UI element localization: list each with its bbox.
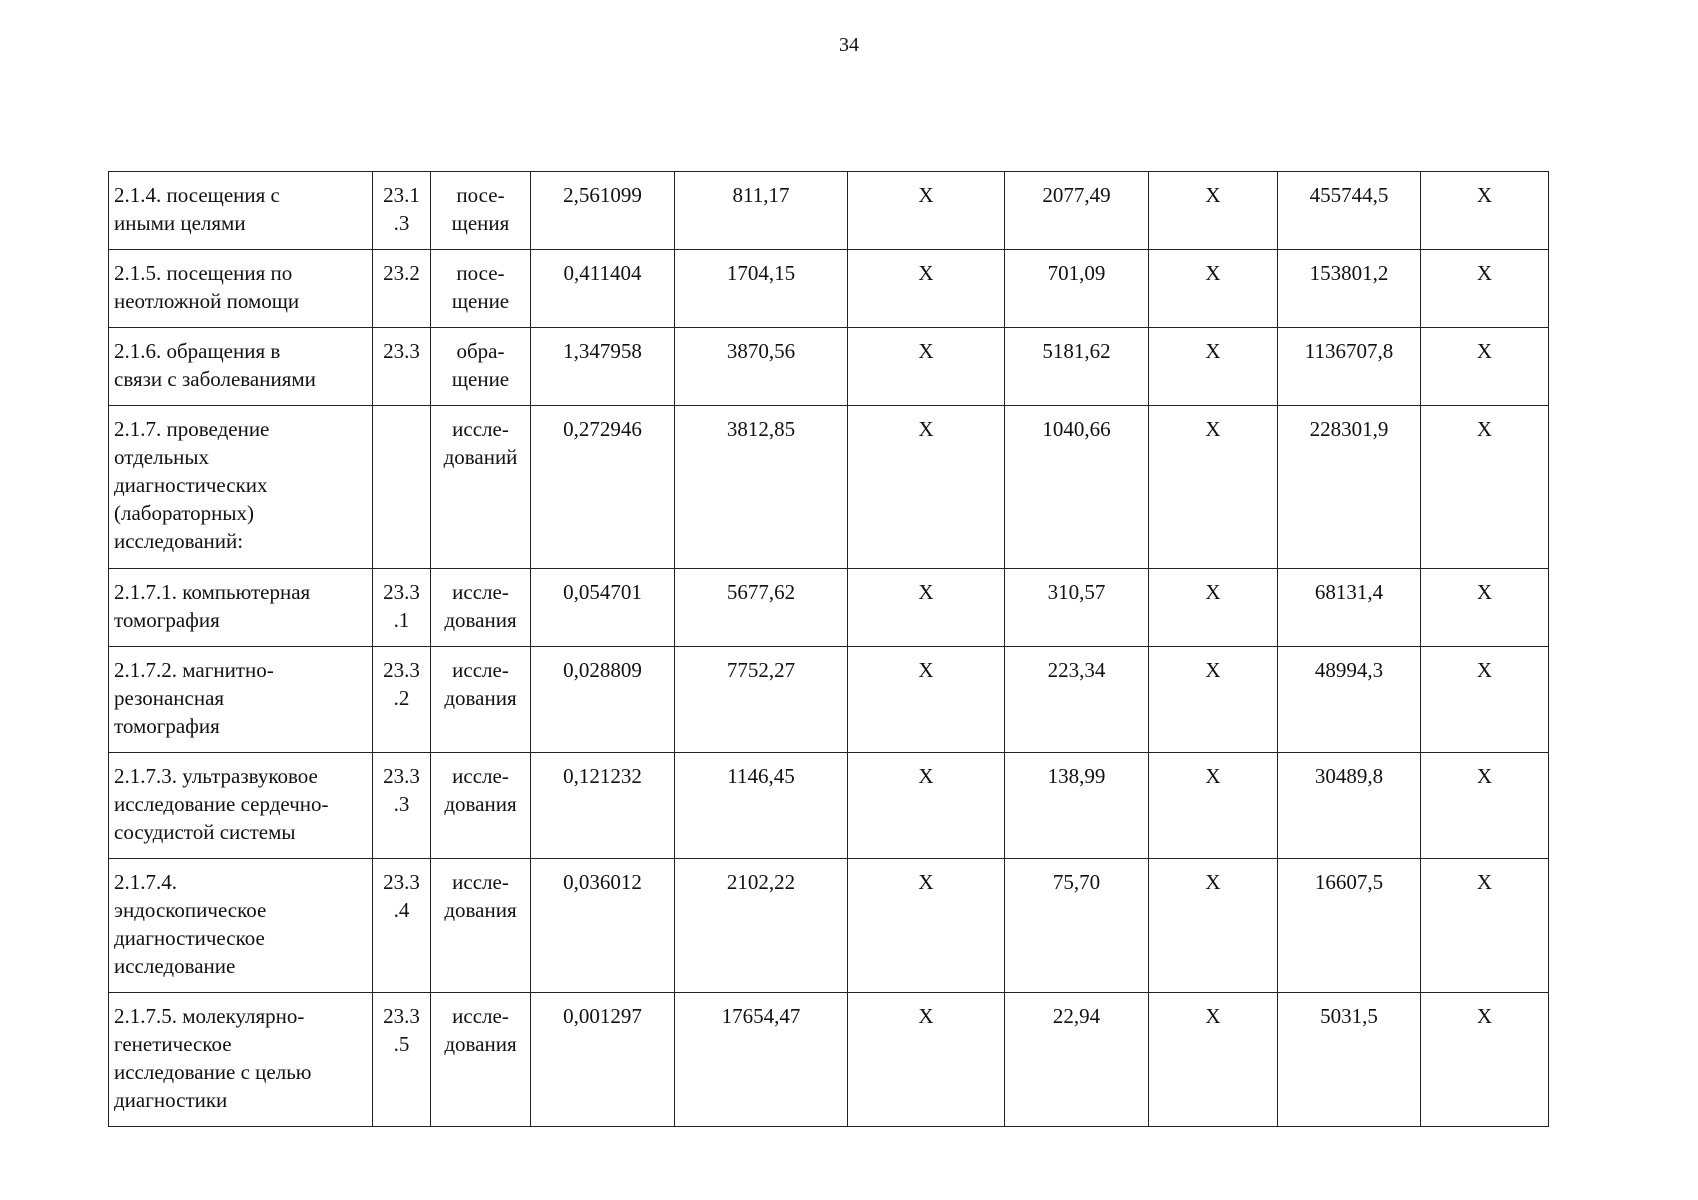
row-code-cell: [373, 250, 431, 328]
total-cost-cell: 16607,5: [1278, 859, 1421, 993]
x-mark-cell: X: [1149, 753, 1278, 859]
x-mark-cell: X: [1421, 250, 1549, 328]
row-code-cell-line: .5: [393, 1032, 410, 1056]
indicator-name-cell-line: иными целями: [114, 211, 246, 235]
total-cost-cell: 5031,5: [1278, 993, 1421, 1127]
row-code-cell-line: 23.3: [383, 580, 420, 604]
indicator-name-cell: [109, 172, 373, 250]
cost-norm-cell: 7752,27: [675, 647, 848, 753]
table-row: [109, 753, 1549, 859]
row-code-cell: [373, 647, 431, 753]
indicator-name-cell-line: исследование с целью: [114, 1060, 312, 1084]
x-mark-cell: X: [1421, 859, 1549, 993]
x-mark-cell: X: [1421, 172, 1549, 250]
row-code-cell-line: 23.2: [383, 261, 420, 285]
indicator-name-cell-line: исследований:: [114, 529, 244, 553]
unit-cell: [431, 406, 531, 569]
unit-cell: [431, 172, 531, 250]
unit-cell-line: дования: [444, 1032, 517, 1056]
per-capita-cell: 138,99: [1005, 753, 1149, 859]
per-capita-cell: 2077,49: [1005, 172, 1149, 250]
total-cost-cell: 1136707,8: [1278, 328, 1421, 406]
cost-norm-cell: 811,17: [675, 172, 848, 250]
indicator-name-cell-line: 2.1.4. посещения с: [114, 183, 280, 207]
cost-norm-cell: 3870,56: [675, 328, 848, 406]
unit-cell-line: иссле-: [452, 580, 509, 604]
row-code-cell-line: 23.1: [383, 183, 420, 207]
x-mark-cell: X: [848, 328, 1005, 406]
row-code-cell-line: .2: [393, 686, 410, 710]
row-code-cell: [373, 172, 431, 250]
row-code-cell: [373, 406, 431, 569]
volume-norm-cell: 0,272946: [531, 406, 675, 569]
indicator-name-cell-line: 2.1.7. проведение: [114, 417, 270, 441]
cost-norm-cell: 3812,85: [675, 406, 848, 569]
x-mark-cell: X: [848, 993, 1005, 1127]
volume-norm-cell: 0,001297: [531, 993, 675, 1127]
unit-cell-line: дования: [444, 898, 517, 922]
page-number: 34: [839, 34, 859, 56]
unit-cell: [431, 328, 531, 406]
indicator-name-cell-line: 2.1.7.1. компьютерная: [114, 580, 311, 604]
cost-norm-cell: 1146,45: [675, 753, 848, 859]
table-row: [109, 250, 1549, 328]
x-mark-cell: X: [1421, 993, 1549, 1127]
indicator-name-cell-line: отдельных: [114, 445, 210, 469]
indicator-name-cell-line: 2.1.7.2. магнитно-: [114, 658, 274, 682]
indicator-name-cell-line: генетическое: [114, 1032, 232, 1056]
table-body: [109, 172, 1549, 1127]
unit-cell-line: дований: [443, 445, 518, 469]
per-capita-cell: 22,94: [1005, 993, 1149, 1127]
indicator-name-cell: [109, 753, 373, 859]
unit-cell-line: обра-: [456, 339, 505, 363]
row-code-cell: [373, 993, 431, 1127]
volume-norm-cell: 0,028809: [531, 647, 675, 753]
table-row: [109, 647, 1549, 753]
per-capita-cell: 75,70: [1005, 859, 1149, 993]
volume-norm-cell: 1,347958: [531, 328, 675, 406]
x-mark-cell: X: [1149, 647, 1278, 753]
unit-cell-line: иссле-: [452, 764, 509, 788]
volume-norm-cell: 0,054701: [531, 569, 675, 647]
unit-cell: [431, 569, 531, 647]
per-capita-cell: 223,34: [1005, 647, 1149, 753]
table-row: [109, 993, 1549, 1127]
indicator-name-cell: [109, 406, 373, 569]
unit-cell-line: иссле-: [452, 658, 509, 682]
row-code-cell: [373, 328, 431, 406]
x-mark-cell: X: [1421, 328, 1549, 406]
volume-norm-cell: 0,411404: [531, 250, 675, 328]
unit-cell-line: иссле-: [452, 417, 509, 441]
indicator-name-cell-line: сосудистой системы: [114, 820, 296, 844]
data-table: [108, 171, 1549, 1127]
indicator-name-cell: [109, 250, 373, 328]
indicator-name-cell-line: 2.1.7.4.: [114, 870, 177, 894]
per-capita-cell: 5181,62: [1005, 328, 1149, 406]
indicator-name-cell-line: исследование: [114, 954, 236, 978]
x-mark-cell: X: [848, 647, 1005, 753]
volume-norm-cell: 0,121232: [531, 753, 675, 859]
indicator-name-cell: [109, 859, 373, 993]
indicator-name-cell-line: резонансная: [114, 686, 225, 710]
indicator-name-cell-line: 2.1.7.5. молекулярно-: [114, 1004, 305, 1028]
row-code-cell-line: 23.3: [383, 764, 420, 788]
unit-cell-line: щение: [451, 367, 510, 391]
row-code-cell-line: 23.3: [383, 339, 420, 363]
per-capita-cell: 701,09: [1005, 250, 1149, 328]
total-cost-cell: 228301,9: [1278, 406, 1421, 569]
x-mark-cell: X: [1421, 753, 1549, 859]
unit-cell-line: иссле-: [452, 1004, 509, 1028]
x-mark-cell: X: [1149, 859, 1278, 993]
unit-cell-line: дования: [444, 792, 517, 816]
cost-norm-cell: 1704,15: [675, 250, 848, 328]
indicator-name-cell: [109, 328, 373, 406]
x-mark-cell: X: [848, 406, 1005, 569]
x-mark-cell: X: [848, 250, 1005, 328]
x-mark-cell: X: [1421, 569, 1549, 647]
total-cost-cell: 153801,2: [1278, 250, 1421, 328]
indicator-name-cell: [109, 647, 373, 753]
table-row: [109, 172, 1549, 250]
row-code-cell: [373, 859, 431, 993]
x-mark-cell: X: [1149, 172, 1278, 250]
indicator-name-cell-line: связи с заболеваниями: [114, 367, 316, 391]
row-code-cell-line: .3: [393, 792, 410, 816]
total-cost-cell: 30489,8: [1278, 753, 1421, 859]
indicator-name-cell-line: эндоскопическое: [114, 898, 267, 922]
indicator-name-cell-line: диагностических: [114, 473, 268, 497]
row-code-cell-line: 23.3: [383, 870, 420, 894]
x-mark-cell: X: [848, 172, 1005, 250]
indicator-name-cell-line: неотложной помощи: [114, 289, 300, 313]
indicator-name-cell-line: 2.1.7.3. ультразвуковое: [114, 764, 318, 788]
x-mark-cell: X: [1149, 569, 1278, 647]
table-row: [109, 328, 1549, 406]
unit-cell-line: щение: [451, 289, 510, 313]
indicator-name-cell: [109, 993, 373, 1127]
unit-cell-line: иссле-: [452, 870, 509, 894]
indicator-name-cell-line: (лабораторных): [114, 501, 254, 525]
indicator-name-cell-line: томография: [114, 608, 220, 632]
row-code-cell-line: .3: [393, 211, 410, 235]
unit-cell: [431, 859, 531, 993]
volume-norm-cell: 0,036012: [531, 859, 675, 993]
row-code-cell-line: 23.3: [383, 1004, 420, 1028]
unit-cell-line: посе-: [456, 261, 505, 285]
row-code-cell-line: 23.3: [383, 658, 420, 682]
row-code-cell: [373, 569, 431, 647]
total-cost-cell: 68131,4: [1278, 569, 1421, 647]
x-mark-cell: X: [1421, 647, 1549, 753]
per-capita-cell: 1040,66: [1005, 406, 1149, 569]
total-cost-cell: 48994,3: [1278, 647, 1421, 753]
indicator-name-cell-line: диагностики: [114, 1088, 228, 1112]
x-mark-cell: X: [1149, 406, 1278, 569]
indicator-name-cell-line: 2.1.5. посещения по: [114, 261, 293, 285]
unit-cell: [431, 993, 531, 1127]
indicator-name-cell-line: исследование сердечно-: [114, 792, 329, 816]
unit-cell-line: щения: [451, 211, 510, 235]
cost-norm-cell: 17654,47: [675, 993, 848, 1127]
x-mark-cell: X: [848, 859, 1005, 993]
indicator-name-cell-line: томография: [114, 714, 220, 738]
volume-norm-cell: 2,561099: [531, 172, 675, 250]
indicator-name-cell-line: 2.1.6. обращения в: [114, 339, 281, 363]
x-mark-cell: X: [1149, 250, 1278, 328]
x-mark-cell: X: [848, 569, 1005, 647]
x-mark-cell: X: [1149, 328, 1278, 406]
unit-cell: [431, 647, 531, 753]
unit-cell-line: посе-: [456, 183, 505, 207]
unit-cell: [431, 753, 531, 859]
x-mark-cell: X: [848, 753, 1005, 859]
row-code-cell: [373, 753, 431, 859]
per-capita-cell: 310,57: [1005, 569, 1149, 647]
cost-norm-cell: 2102,22: [675, 859, 848, 993]
row-code-cell-line: .1: [393, 608, 410, 632]
cost-norm-cell: 5677,62: [675, 569, 848, 647]
indicator-name-cell-line: диагностическое: [114, 926, 265, 950]
unit-cell: [431, 250, 531, 328]
indicator-name-cell: [109, 569, 373, 647]
table-row: [109, 406, 1549, 569]
x-mark-cell: X: [1421, 406, 1549, 569]
table-row: [109, 569, 1549, 647]
table-row: [109, 859, 1549, 993]
row-code-cell-line: .4: [393, 898, 410, 922]
total-cost-cell: 455744,5: [1278, 172, 1421, 250]
unit-cell-line: дования: [444, 686, 517, 710]
unit-cell-line: дования: [444, 608, 517, 632]
x-mark-cell: X: [1149, 993, 1278, 1127]
